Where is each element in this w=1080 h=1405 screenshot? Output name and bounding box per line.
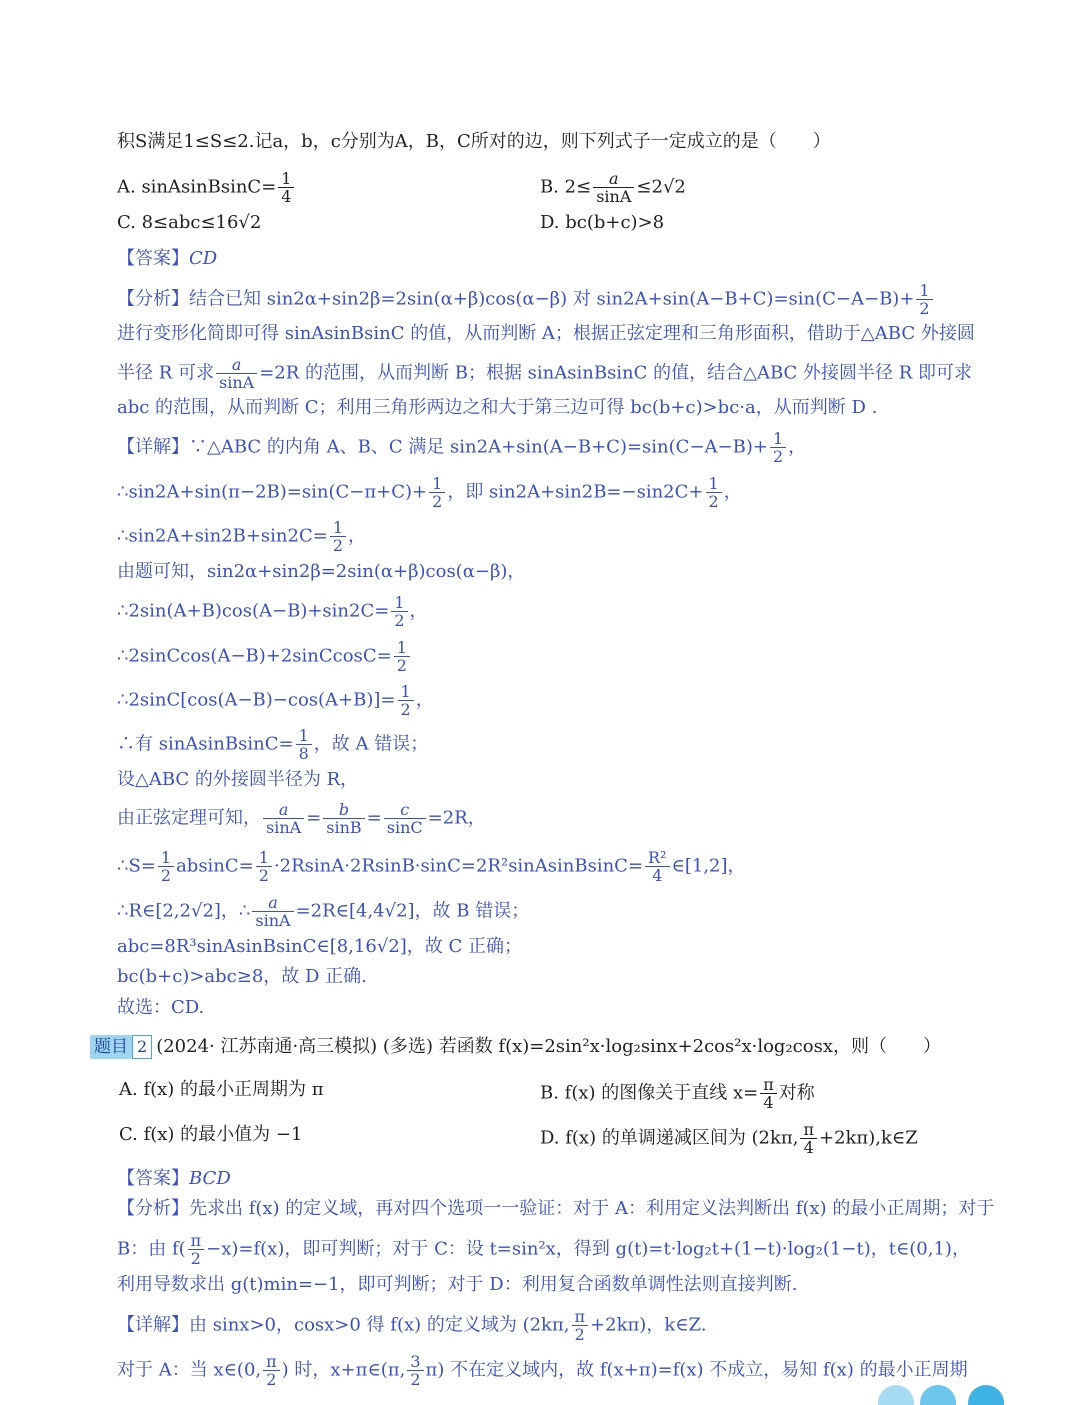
problem1-answer: 【答案】CD — [117, 248, 218, 269]
problem1-detail-line5: ∴2sin(A+B)cos(A−B)+sin2C= $\frac{1}{2}$ ， — [117, 593, 428, 630]
problem1-detail-line10: 由正弦定理可知， $\frac{a}{\sin A}$ = $\frac{b}{\sin B}$ = $\frac{c}{\sin C}$ =2R， — [117, 800, 486, 837]
problem2-option-b[interactable]: B. f(x) 的图像关于直线 x= $\frac{\pi}{4}$ 对称 — [540, 1075, 815, 1112]
problem1-stem: 积S满足1≤S≤2.记a，b，c分别为A，B，C所对的边，则下列式子一定成立的是（ ） — [117, 131, 831, 152]
problem1-detail-line8: ∴有 sinAsinBsinC= $\frac{1}{8}$ ，故 A 错误； — [117, 726, 429, 763]
problem2-detail-line2: 对于 A：当 x∈(0, $\frac{\pi}{2}$ ) 时，x+π∈(π, $\frac{3}{2}$ π) 不在定义域内，故 f(x+π)=f(x) 不成立，易知 f(x) 的最小正周期 — [117, 1352, 968, 1389]
problem2-analysis-line1: 【分析】先求出 f(x) 的定义域，再对四个选项一一验证：对于 A：利用定义法判断出 f(x) 的最小正周期；对于 — [117, 1198, 995, 1219]
problem2-option-c[interactable]: C. f(x) 的最小值为 −1 — [119, 1124, 303, 1145]
problem2-answer: 【答案】BCD — [117, 1168, 231, 1189]
problem-tag: 题目 — [90, 1035, 132, 1059]
problem1-detail-line2: ∴sin2A+sin(π−2B)=sin(C−π+C)+ $\frac{1}{2}$ ，即 sin2A+sin2B=−sin2C+ $\frac{1}{2}$ ， — [117, 474, 742, 511]
problem1-option-b[interactable]: B. 2≤ $\frac{a}{\sin A}$ ≤2√2 — [540, 169, 686, 206]
problem1-detail-line13: abc=8R³sinAsinBsinC∈[8,16√2]，故 C 正确； — [117, 936, 522, 957]
problem1-detail-line12: ∴R∈[2,2√2]，∴ $\frac{a}{\sin A}$ =2R∈[4,4√2]，故 B 错误； — [117, 893, 530, 930]
problem1-detail-line11: ∴S= $\frac{1}{2}$ absinC= $\frac{1}{2}$ ·2RsinA·2RsinB·sinC=2R²sinAsinBsinC= $\frac{\text{R²}}{4}$ ∈[1,2]， — [117, 848, 746, 885]
decor-circle-2 — [920, 1385, 956, 1405]
problem2-detail-line1: 【详解】由 sinx>0，cosx>0 得 f(x) 的定义域为 (2kπ, $\frac{\pi}{2}$ +2kπ)，k∈Z. — [117, 1307, 707, 1344]
problem2-option-a[interactable]: A. f(x) 的最小正周期为 π — [119, 1079, 324, 1100]
problem2-analysis-line2: B：由 f( $\frac{\pi}{2}$ −x)=f(x)，即可判断；对于 C：设 t=sin²x，得到 g(t)=t·log₂t+(1−t)·log₂(1−t)，t∈(0,1)， — [117, 1231, 970, 1268]
problem1-detail-line14: bc(b+c)>abc≥8，故 D 正确. — [117, 966, 367, 987]
problem2-analysis-line3: 利用导数求出 g(t)min=−1，即可判断；对于 D：利用复合函数单调性法则直接判断. — [117, 1274, 798, 1295]
problem1-analysis-line4: abc 的范围，从而判断 C；利用三角形两边之和大于第三边可得 bc(b+c)>bc·a，从而判断 D . — [117, 397, 878, 418]
problem1-detail-line4: 由题可知，sin2α+sin2β=2sin(α+β)cos(α−β)， — [117, 561, 526, 582]
problem1-detail-line9: 设△ABC 的外接圆半径为 R， — [117, 769, 359, 790]
problem1-option-d[interactable]: D. bc(b+c)>8 — [540, 212, 665, 233]
problem1-detail-line6: ∴2sinCcos(A−B)+2sinCcosC= $\frac{1}{2}$ — [117, 639, 412, 674]
decor-circle-1 — [878, 1385, 914, 1405]
problem1-analysis-line2: 进行变形化简即可得 sinAsinBsinC 的值，从而判断 A；根据正弦定理和三角形面积，借助于△ABC 外接圆 — [117, 323, 975, 344]
problem1-analysis-line3: 半径 R 可求 $\frac{a}{\sin A}$ =2R 的范围，从而判断 B；根据 sinAsinBsinC 的值，结合△ABC 外接圆半径 R 即可求 — [117, 355, 973, 392]
problem1-option-a[interactable]: A. sinAsinBsinC= $\frac{1}{4}$ — [117, 170, 296, 205]
problem1-detail-line3: ∴sin2A+sin2B+sin2C= $\frac{1}{2}$ ， — [117, 518, 367, 555]
problem2-option-d[interactable]: D. f(x) 的单调递减区间为 (2kπ, $\frac{\pi}{4}$ +2kπ),k∈Z — [540, 1120, 918, 1157]
problem-number: 2 — [132, 1035, 152, 1059]
problem1-detail-line7: ∴2sinC[cos(A−B)−cos(A+B)]= $\frac{1}{2}$ ， — [117, 682, 434, 719]
problem1-option-c[interactable]: C. 8≤abc≤16√2 — [117, 212, 262, 233]
problem1-analysis-line1: 【分析】结合已知 sin2α+sin2β=2sin(α+β)cos(α−β) 对 sin2A+sin(A−B+C)=sin(C−A−B)+ $\frac{1}{2}$ — [117, 282, 935, 317]
decor-circle-3 — [968, 1385, 1004, 1405]
problem1-detail-line1: 【详解】∵△ABC 的内角 A、B、C 满足 sin2A+sin(A−B+C)=sin(C−A−B)+ $\frac{1}{2}$ ， — [117, 429, 807, 466]
problem2-stem: 题目 2 (2024· 江苏南通·高三模拟) (多选) 若函数 f(x)=2sin²x·log₂sinx+2cos²x·log₂cosx，则（ ） — [90, 1033, 941, 1061]
problem1-detail-line15: 故选：CD. — [117, 997, 205, 1018]
